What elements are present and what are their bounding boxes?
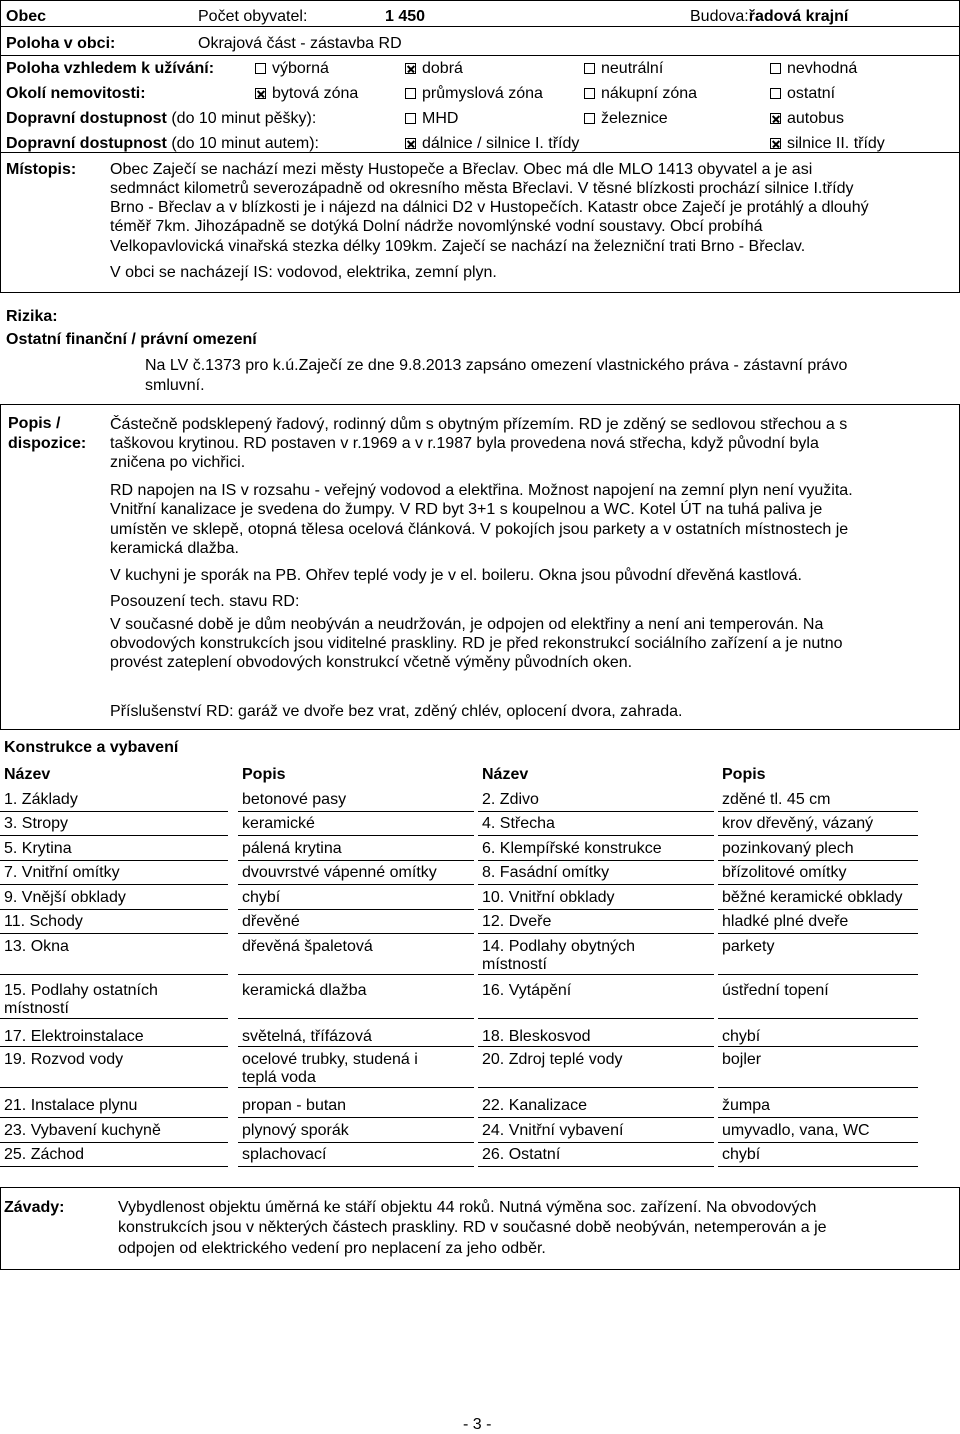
popis-label: Popis / xyxy=(8,415,61,432)
row-underline xyxy=(478,835,714,836)
table-cell: 1. Základy xyxy=(4,791,78,808)
row-underline xyxy=(0,1046,228,1047)
row-underline xyxy=(718,909,918,910)
popis-line: keramická dlažba. xyxy=(110,540,239,557)
row-underline xyxy=(0,860,228,861)
row-underline xyxy=(238,974,474,975)
budova-value: řadová krajní xyxy=(748,8,849,25)
row-underline xyxy=(238,884,474,885)
rizika-line: Na LV č.1373 pro k.ú.Zaječí ze dne 9.8.2013 zapsáno omezení vlastnického práva - zástavní právo xyxy=(145,357,848,374)
mistopis-line: sedmnáct kilometrů severozápadně od okresního města Břeclavi. V těsné blízkosti prochází silnice I.třídy xyxy=(110,180,854,197)
row-underline xyxy=(478,884,714,885)
table-cell: 23. Vybavení kuchyně xyxy=(4,1122,161,1139)
table-cell: pálená krytina xyxy=(242,840,342,857)
mistopis-line: Velkopavlovická vinařská stezka délky 109km. Zaječí se nachází na železniční trati Brno - Břeclav. xyxy=(110,238,806,255)
zavady-line: odpojen od elektrického vedení pro neplacení za jeho odběr. xyxy=(118,1240,546,1257)
page-number: - 3 - xyxy=(463,1416,492,1433)
popis-line: umístěn ve sklepě, otopná tělesa ocelová článková. V pokojích jsou parkety a v ostatních místnostech je xyxy=(110,521,849,538)
pocet-obyvatel-label: Počet obyvatel: xyxy=(198,8,308,25)
row-underline xyxy=(718,835,918,836)
table-cell: parkety xyxy=(722,938,775,955)
mistopis-line: V obci se nacházejí IS: vodovod, elektrika, zemní plyn. xyxy=(110,264,497,281)
table-cell: 15. Podlahy ostatních místností xyxy=(4,982,158,1017)
uzivani-option-dobra[interactable]: dobrá xyxy=(405,60,463,78)
budova-field xyxy=(690,8,848,26)
table-cell: dřevěné xyxy=(242,913,300,930)
divider xyxy=(0,55,960,56)
table-cell: 6. Klempířské konstrukce xyxy=(482,840,662,857)
column-header: Název xyxy=(482,766,529,783)
poloha-value: Okrajová část - zástavba RD xyxy=(198,35,402,52)
row-underline xyxy=(0,884,228,885)
konstrukce-title: Konstrukce a vybavení xyxy=(4,739,179,756)
table-cell: 25. Záchod xyxy=(4,1146,85,1163)
okoli-option-prumyslova[interactable]: průmyslová zóna xyxy=(405,85,543,103)
checkbox-icon[interactable] xyxy=(584,113,595,124)
table-cell: 13. Okna xyxy=(4,938,69,955)
table-cell: propan - butan xyxy=(242,1097,347,1114)
row-underline xyxy=(478,811,714,812)
popis-line: obvodových konstrukcích jsou viditelné praskliny. RD je před rekonstrukcí sociálního zařízení a je nutno xyxy=(110,635,843,652)
row-underline xyxy=(0,1142,228,1143)
table-cell: světelná, třífázová xyxy=(242,1028,372,1045)
dispozice-label: dispozice: xyxy=(8,435,87,452)
mistopis-label: Místopis: xyxy=(6,161,77,178)
checkbox-checked-icon[interactable] xyxy=(770,138,781,149)
mistopis-line: Brno - Břeclav a v blízkosti je i nájezd na dálnici D2 v Hustopečích. Katastr obce Zaječí je protáhlý a dlouhý xyxy=(110,199,869,216)
divider xyxy=(0,26,960,27)
row-underline xyxy=(718,1166,918,1167)
row-underline xyxy=(0,933,228,934)
row-underline xyxy=(478,1117,714,1118)
mistopis-line: téměř 7km. Jihozápadně se dotýká Dolní nádrže novomlýnské vodní soustavy. Obcí probíhá xyxy=(110,218,763,235)
row-underline xyxy=(478,1018,714,1019)
table-cell: 8. Fasádní omítky xyxy=(482,864,610,881)
row-underline xyxy=(238,1117,474,1118)
table-cell: dřevěná špaletová xyxy=(242,938,373,955)
table-cell: 24. Vnitřní vybavení xyxy=(482,1122,624,1139)
row-underline xyxy=(718,811,918,812)
table-cell: 5. Krytina xyxy=(4,840,72,857)
uzivani-label: Poloha vzhledem k užívání: xyxy=(6,60,215,77)
uzivani-option-vyborna[interactable]: výborná xyxy=(255,60,329,78)
okoli-option-bytova[interactable]: bytová zóna xyxy=(255,85,358,103)
row-underline xyxy=(478,860,714,861)
table-cell: 19. Rozvod vody xyxy=(4,1051,124,1068)
dostupnost-pesky-label: Dopravní dostupnost (do 10 minut pěšky): xyxy=(6,110,317,127)
table-cell: keramická dlažba xyxy=(242,982,367,999)
pesky-option-mhd[interactable]: MHD xyxy=(405,110,458,128)
zavady-label: Závady: xyxy=(4,1199,65,1216)
table-cell: plynový sporák xyxy=(242,1122,349,1139)
uzivani-option-nevhodna[interactable]: nevhodná xyxy=(770,60,857,78)
table-cell: 11. Schody xyxy=(4,913,83,930)
table-cell: chybí xyxy=(242,889,281,906)
popis-line: Posouzení tech. stavu RD: xyxy=(110,593,300,610)
checkbox-checked-icon[interactable] xyxy=(255,88,266,99)
table-cell: splachovací xyxy=(242,1146,327,1163)
row-underline xyxy=(718,933,918,934)
checkbox-icon[interactable] xyxy=(770,63,781,74)
popis-line: provést zateplení obvodových konstrukcí včetně výměny původních oken. xyxy=(110,654,633,671)
poloha-label: Poloha v obci: xyxy=(6,35,116,52)
popis-line: V současné době je dům neobýván a neudržován, je odpojen od elektřiny a není ani temperován. Na xyxy=(110,616,824,633)
row-underline xyxy=(0,974,228,975)
checkbox-checked-icon[interactable] xyxy=(770,113,781,124)
row-underline xyxy=(238,811,474,812)
table-cell: 21. Instalace plynu xyxy=(4,1097,138,1114)
table-cell: hladké plné dveře xyxy=(722,913,849,930)
checkbox-checked-icon[interactable] xyxy=(405,138,416,149)
row-underline xyxy=(718,1046,918,1047)
row-underline xyxy=(238,933,474,934)
table-cell: 14. Podlahy obytných místností xyxy=(482,938,635,973)
checkbox-icon[interactable] xyxy=(584,88,595,99)
table-cell: krov dřevěný, vázaný xyxy=(722,815,874,832)
popis-line: RD napojen na IS v rozsahu - veřejný vodovod a elektřina. Možnost napojení na zemní plyn není využita. xyxy=(110,482,853,499)
table-cell: 20. Zdroj teplé vody xyxy=(482,1051,623,1068)
row-underline xyxy=(478,1142,714,1143)
mistopis-line: Obec Zaječí se nachází mezi městy Hustopeče a Břeclav. Obec má dle MLO 1413 obyvatel a je asi xyxy=(110,161,813,178)
column-header: Název xyxy=(4,766,51,783)
table-cell: 7. Vnitřní omítky xyxy=(4,864,120,881)
table-cell: 10. Vnitřní obklady xyxy=(482,889,615,906)
checkbox-icon[interactable] xyxy=(405,113,416,124)
table-cell: 3. Stropy xyxy=(4,815,69,832)
row-underline xyxy=(478,1087,714,1088)
autem-option-dalnice[interactable]: dálnice / silnice I. třídy xyxy=(405,135,579,153)
row-underline xyxy=(478,1046,714,1047)
row-underline xyxy=(718,1018,918,1019)
table-cell: 2. Zdivo xyxy=(482,791,539,808)
row-underline xyxy=(0,1166,228,1167)
table-cell: dvouvrstvé vápenné omítky xyxy=(242,864,437,881)
table-cell: betonové pasy xyxy=(242,791,347,808)
pesky-option-zeleznice[interactable]: železnice xyxy=(584,110,668,128)
table-cell: ocelové trubky, studená i teplá voda xyxy=(242,1051,418,1086)
column-header: Popis xyxy=(722,766,766,783)
budova-label: Budova: xyxy=(690,8,749,25)
checkbox-icon[interactable] xyxy=(770,88,781,99)
row-underline xyxy=(718,1142,918,1143)
row-underline xyxy=(718,974,918,975)
column-header: Popis xyxy=(242,766,286,783)
checkbox-icon[interactable] xyxy=(255,63,266,74)
table-cell: 12. Dveře xyxy=(482,913,552,930)
rizika-label: Rizika: xyxy=(6,308,58,325)
row-underline xyxy=(718,884,918,885)
checkbox-checked-icon[interactable] xyxy=(405,63,416,74)
table-cell: 26. Ostatní xyxy=(482,1146,561,1163)
obec-label: Obec xyxy=(6,8,47,25)
table-cell: běžné keramické obklady xyxy=(722,889,903,906)
row-underline xyxy=(0,909,228,910)
row-underline xyxy=(718,1087,918,1088)
table-cell: žumpa xyxy=(722,1097,771,1114)
popis-line: taškovou krytinou. RD postaven v r.1969 a v r.1987 byla provedena nová střecha, když původní byla xyxy=(110,435,819,452)
row-underline xyxy=(718,1117,918,1118)
row-underline xyxy=(478,974,714,975)
table-cell: bojler xyxy=(722,1051,762,1068)
table-cell: keramické xyxy=(242,815,315,832)
table-cell: chybí xyxy=(722,1028,761,1045)
zavady-line: konstrukcích jsou v některých částech praskliny. RD v současné době neobýván, netemperován a je xyxy=(118,1219,827,1236)
row-underline xyxy=(718,860,918,861)
table-cell: 22. Kanalizace xyxy=(482,1097,587,1114)
rizika-subheading: Ostatní finanční / právní omezení xyxy=(6,331,257,348)
checkbox-icon[interactable] xyxy=(584,63,595,74)
autem-option-silnice-ii[interactable]: silnice II. třídy xyxy=(770,135,885,153)
table-cell: pozinkovaný plech xyxy=(722,840,854,857)
table-cell: zděné tl. 45 cm xyxy=(722,791,831,808)
table-cell: 9. Vnější obklady xyxy=(4,889,126,906)
row-underline xyxy=(0,1018,228,1019)
row-underline xyxy=(0,835,228,836)
okoli-option-nakupni[interactable]: nákupní zóna xyxy=(584,85,697,103)
table-cell: ústřední topení xyxy=(722,982,829,999)
uzivani-option-neutralni[interactable]: neutrální xyxy=(584,60,663,78)
popis-line: zničena po vichřici. xyxy=(110,454,246,471)
okoli-label: Okolí nemovitosti: xyxy=(6,85,146,102)
popis-line: Vnitřní kanalizace je svedena do žumpy. V RD byt 3+1 s koupelnou a WC. Kotel ÚT na tuhá paliva je xyxy=(110,501,823,518)
popis-line: Příslušenství RD: garáž ve dvoře bez vrat, zděný chlév, oplocení dvora, zahrada. xyxy=(110,703,683,720)
row-underline xyxy=(238,835,474,836)
row-underline xyxy=(238,1166,474,1167)
table-cell: 17. Elektroinstalace xyxy=(4,1028,144,1045)
table-cell: umyvadlo, vana, WC xyxy=(722,1122,870,1139)
row-underline xyxy=(478,933,714,934)
zavady-line: Vybydlenost objektu úměrná ke stáří objektu 44 roků. Nutná výměna soc. zařízení. Na obvodových xyxy=(118,1199,817,1216)
row-underline xyxy=(238,909,474,910)
row-underline xyxy=(478,909,714,910)
table-cell: 4. Střecha xyxy=(482,815,555,832)
row-underline xyxy=(238,860,474,861)
table-cell: chybí xyxy=(722,1146,761,1163)
table-cell: 18. Bleskosvod xyxy=(482,1028,591,1045)
rizika-line: smluvní. xyxy=(145,377,205,394)
row-underline xyxy=(0,811,228,812)
table-cell: 16. Vytápění xyxy=(482,982,572,999)
okoli-option-ostatni[interactable]: ostatní xyxy=(770,85,835,103)
popis-line: Částečně podsklepený řadový, rodinný dům s obytným přízemím. RD je zděný se sedlovou střechou a s xyxy=(110,416,848,433)
row-underline xyxy=(238,1046,474,1047)
table-cell: břízolitové omítky xyxy=(722,864,847,881)
pocet-obyvatel-value: 1 450 xyxy=(385,8,426,25)
pesky-option-autobus[interactable]: autobus xyxy=(770,110,844,128)
popis-line: V kuchyni je sporák na PB. Ohřev teplé vody je v el. boileru. Okna jsou původní dřevěná kastlová. xyxy=(110,567,802,584)
checkbox-icon[interactable] xyxy=(405,88,416,99)
row-underline xyxy=(478,1166,714,1167)
dostupnost-autem-label: Dopravní dostupnost (do 10 minut autem): xyxy=(6,135,319,152)
row-underline xyxy=(0,1087,228,1088)
row-underline xyxy=(238,1142,474,1143)
row-underline xyxy=(238,1018,474,1019)
row-underline xyxy=(238,1087,474,1088)
row-underline xyxy=(0,1117,228,1118)
